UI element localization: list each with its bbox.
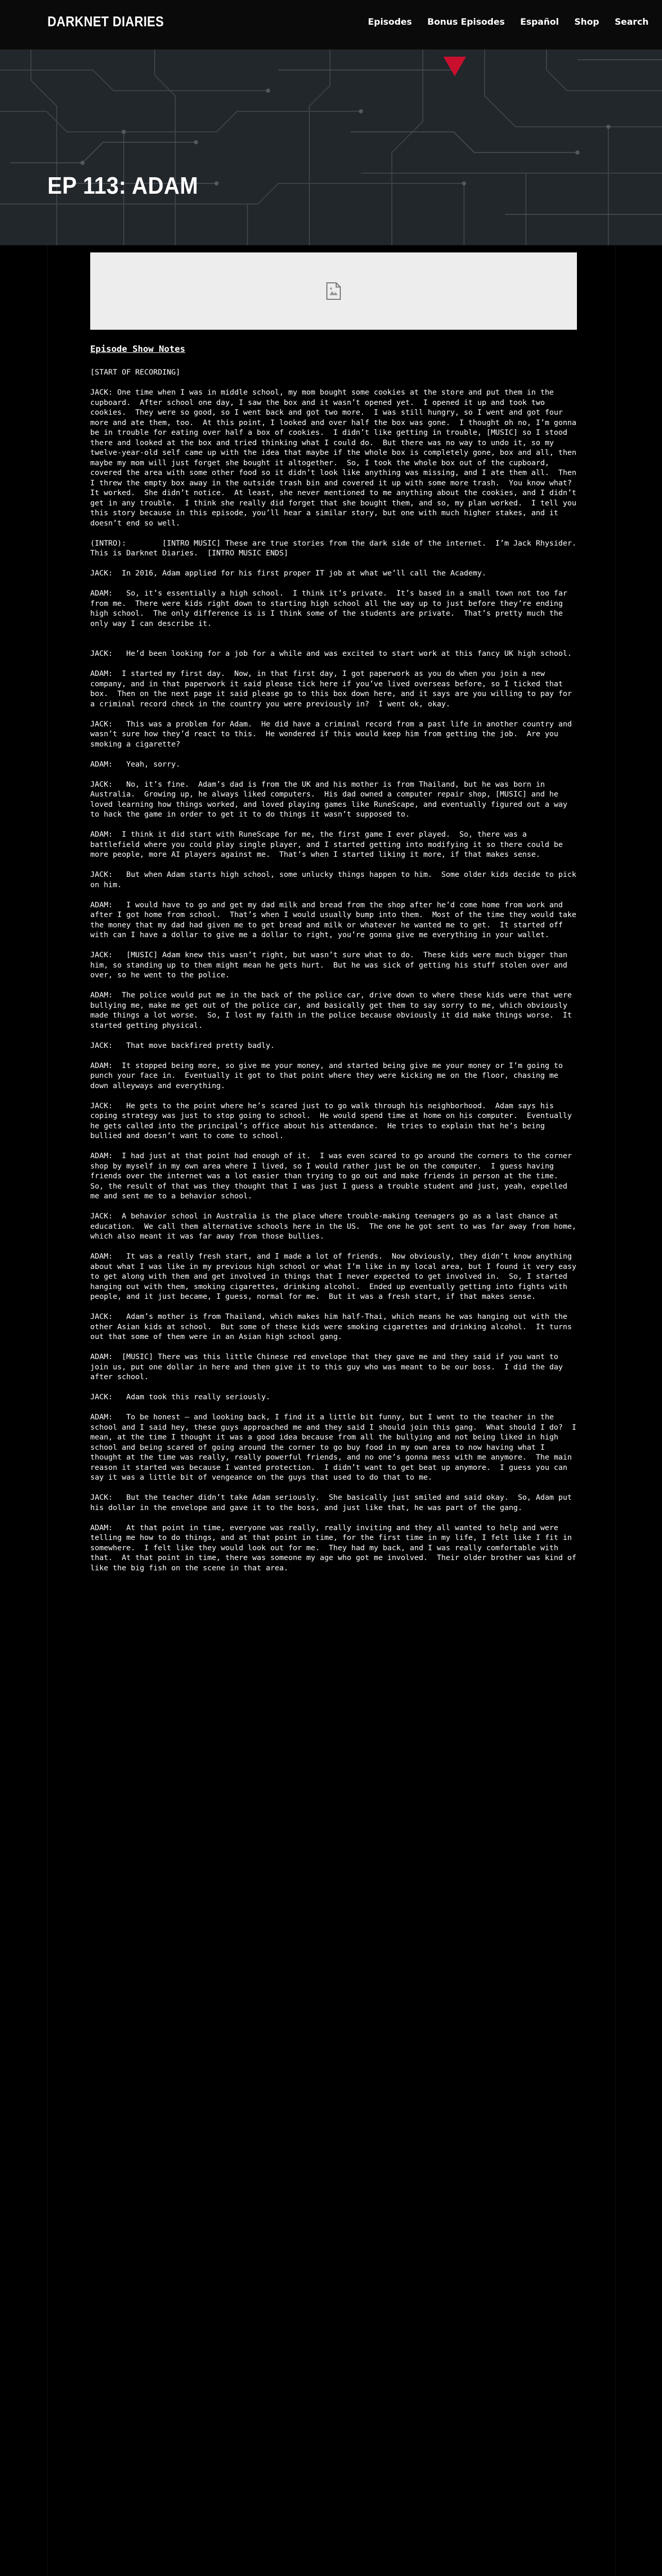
transcript-paragraph: ADAM: [MUSIC] There was this little Chinese red envelope that they gave me and they said if you want to join us, put one dollar in here and then give it to this guy who was meant to be our boss. I did the day after school. [90, 1353, 568, 1381]
main-nav [368, 17, 649, 27]
transcript-paragraph: JACK: [MUSIC] Adam knew this wasn’t right, but wasn’t sure what to do. These kids were much bigger than him, so standing up to them might mean he gets hurt. But he was sick of getting his stuff stolen over and over, so he went to the police. [90, 951, 572, 979]
transcript-paragraph: ADAM: It stopped being more, so give me your money, and started being give me your money or I’m going to punch your face in. Eventually it got to that point where they were kicking me on the floor, chasing me down alleyways and everything. [90, 1061, 568, 1090]
nav-bonus-episodes[interactable]: Bonus Episodes [427, 17, 505, 27]
transcript-paragraph: JACK: That move backfired pretty badly. [90, 1041, 275, 1050]
transcript-paragraph: ADAM: I would have to go and get my dad milk and bread from the shop after he’d come home from work and after I got home from school. That’s when I would usually bump into them. Most of the time they would take the money that my dad had given me to get bread and milk or whatever he wanted me to get. It started off with can I have a dollar to give me a dollar to right, you’re gonna give me everything in your wallet. [90, 901, 581, 939]
transcript-paragraph: ADAM: I started my first day. Now, in that first day, I got paperwork as you do when you join a new company, and in that paperwork it said please tick here if you’ve lived overseas before, so I ticked that box. Then on the next page it said please go to this box down here, and it says are you willing to pay for a criminal record check in the country you were previously in? I went ok, okay. [90, 670, 576, 708]
show-notes-heading[interactable]: Episode Show Notes [90, 344, 186, 354]
transcript-paragraph: JACK: But when Adam starts high school, some unlucky things happen to him. Some older kids decide to pick on him. [90, 871, 581, 889]
transcript [90, 368, 586, 1573]
transcript-paragraph: JACK: He gets to the point where he’s scared just to go walk through his neighborhood. Adam says his coping strategy was just to stop going to school. He would spend time at home on his computer. Eventually he gets called into the principal’s office about his attendance. He tries to explain that he’s being bullied and doesn’t want to come to school. [90, 1101, 576, 1140]
broken-image-icon [326, 282, 341, 300]
transcript-paragraph: ADAM: To be honest – and looking back, I find it a little bit funny, but I went to the teacher in the school and I said hey, these guys approached me and they said I should join this gang. What should I do? I mean, at the time I thought it was a good idea because from all the bullying and not being liked in high school and being scared of going around the corner to go buy food in my own area to now having what I thought at the time was really, really powerful friends, and no one’s gonna mess with me anymore. The main reason it started was because I wanted protection. I didn’t want to get beat up anymore. I guess you can say it was a little bit of vengeance on the guys that used to do that to me. [90, 1413, 581, 1482]
transcript-paragraph: ADAM: I had just at that point had enough of it. I was even scared to go around the corners to the corner shop by myself in my own area where I lived, so I would rather just be on the computer. I guess having friends over the internet was a lot easier than trying to go out and make friends in person at the time. So, the result of that was they thought that I was just I guess a trouble student and just, yeah, expelled me and sent me to a behavior school. [90, 1152, 576, 1200]
transcript-paragraph: ADAM: The police would put me in the back of the police car, drive down to where these kids were that were bullying me, make me get out of the police car, and basically get them to say sorry to me, which obviously made things a lot worse. So, I lost my faith in the police because obviously it did make things worse. It started getting physical. [90, 991, 576, 1030]
transcript-paragraph: JACK: A behavior school in Australia is the place where trouble-making teenagers go as a last chance at education. We call them alternative schools here in the US. The one he got sent to was far away from home, which also meant it was far away from those bullies. [90, 1212, 581, 1241]
transcript-paragraph: ADAM: Yeah, sorry. [90, 760, 180, 769]
nav-search[interactable]: Search [615, 17, 649, 27]
transcript-paragraph: JACK: One time when I was in middle school, my mom bought some cookies at the store and put them in the cupboard. After school one day, I saw the box and it wasn’t opened yet. I opened it up and took two cookies. They were so good, so I went back and got two more. I was still hungry, so I went and got four more and ate them, too. At this point, I looked and over half the box was gone. I thought oh no, I’m gonna be in trouble for eating over half a box of cookies. I didn’t like getting in trouble, [MUSIC] so I stood there and looked at the box and tried thinking what I could do. But there was no way to undo it, so my twelve-year-old self came up with the idea that maybe if the whole box is completely gone, box and all, then maybe my mom will just forget she bought it altogether. So, I took the whole box out of the cupboard, covered the area with some other food so it didn’t look like anything was missing, and I ate them all. Then I threw the empty box away in the outside trash bin and covered it up with some more trash. You know what? It worked. She didn’t notice. At least, she never mentioned to me anything about the cookies, and I didn’t get in any trouble. I think she really did forget that she bought them, and so, my plan worked. I tell you this story because in this episode, you’ll hear a similar story, but one with much higher stakes, and it doesn’t end so well. [90, 388, 581, 528]
transcript-paragraph: ADAM: It was a really fresh start, and I made a lot of friends. Now obviously, they didn’t know anything about what I was like in my previous high school or what I’m like in my local area, but I found it very easy to get along with them and get involved in things that I never expected to get involved in. So, I started hanging out with them, smoking cigarettes, drinking alcohol. Ended up eventually getting into fights with people, and it just became, I guess, normal for me. But it was a fresh start, if that makes sense. [90, 1252, 581, 1301]
transcript-paragraph: ADAM: At that point in time, everyone was really, really inviting and they all wanted to help and were telling me how to do things, and at that point in time, for the first time in my life, I felt like I fit in somewhere. I felt like they would look out for me. They had my back, and I was really comfortable with that. At that point in time, there was someone my age who got me involved. Their older brother was kind of like the big fish on the scene in that area. [90, 1523, 581, 1572]
site-header [0, 0, 662, 49]
nav-shop[interactable]: Shop [574, 17, 600, 27]
transcript-paragraph: (INTRO): [INTRO MUSIC] These are true stories from the dark side of the internet. I’m Jack Rhysider. This is Darknet Diaries. [INTRO MUSIC ENDS] [90, 539, 586, 557]
episode-title: EP 113: ADAM [47, 172, 198, 199]
transcript-paragraph: JACK: But the teacher didn’t take Adam seriously. She basically just smiled and said okay. So, Adam put his dollar in the envelope and gave it to the boss, and just like that, he was part of the gang. [90, 1494, 576, 1512]
hero-banner [0, 49, 662, 245]
transcript-paragraph: JACK: Adam took this really seriously. [90, 1393, 271, 1401]
transcript-paragraph: JACK: He’d been looking for a job for a while and was excited to start work at this fancy UK high school. [90, 650, 572, 658]
transcript-paragraph: JACK: Adam’s mother is from Thailand, which makes him half-Thai, which means he was hanging out with the other Asian kids at school. But some of these kids were smoking cigarettes and drinking alcohol. It turns out that some of them were in an Asian high school gang. [90, 1313, 576, 1341]
transcript-paragraph: ADAM: So, it’s essentially a high school. I think it’s private. It’s based in a small town not too far from me. There were kids right down to starting high school all the way up to just before they’re ending high school. The only difference is is I think some of the students are private. That’s pretty much the only way I can describe it. [90, 589, 572, 628]
nav-espanol[interactable]: Español [520, 17, 559, 27]
transcript-paragraph: JACK: In 2016, Adam applied for his first proper IT job at what we’ll call the Academy. [90, 569, 487, 578]
transcript-paragraph: JACK: No, it’s fine. Adam’s dad is from the UK and his mother is from Thailand, but he was born in Australia. Growing up, he always liked computers. His dad owned a computer repair shop, [MUSIC] and he loved learning how things worked, and loved playing games like RuneScape, and eventually figured out a way to hack the game in order to get it to do things it wasn’t supposed to. [90, 780, 572, 819]
audio-player[interactable] [90, 252, 577, 330]
site-logo[interactable]: DARKNET DIARIES [47, 13, 164, 29]
nav-episodes[interactable]: Episodes [368, 17, 412, 27]
transcript-paragraph: JACK: This was a problem for Adam. He did have a criminal record from a past life in another country and wasn’t sure how they’d react to this. He wondered if this would keep him from getting the job. Are you smoking a cigarette? [90, 720, 576, 749]
hero-circuit-art [0, 49, 662, 245]
transcript-paragraph: ADAM: I think it did start with RuneScape for me, the first game I ever played. So, there was a battlefield where you could play single player, and I started getting into modifying it so there could be more people, more AI players against me. That’s when I started liking it more, if that makes sense. [90, 831, 568, 859]
episode-content [47, 245, 616, 2576]
transcript-paragraph: [START OF RECORDING] [90, 368, 180, 377]
